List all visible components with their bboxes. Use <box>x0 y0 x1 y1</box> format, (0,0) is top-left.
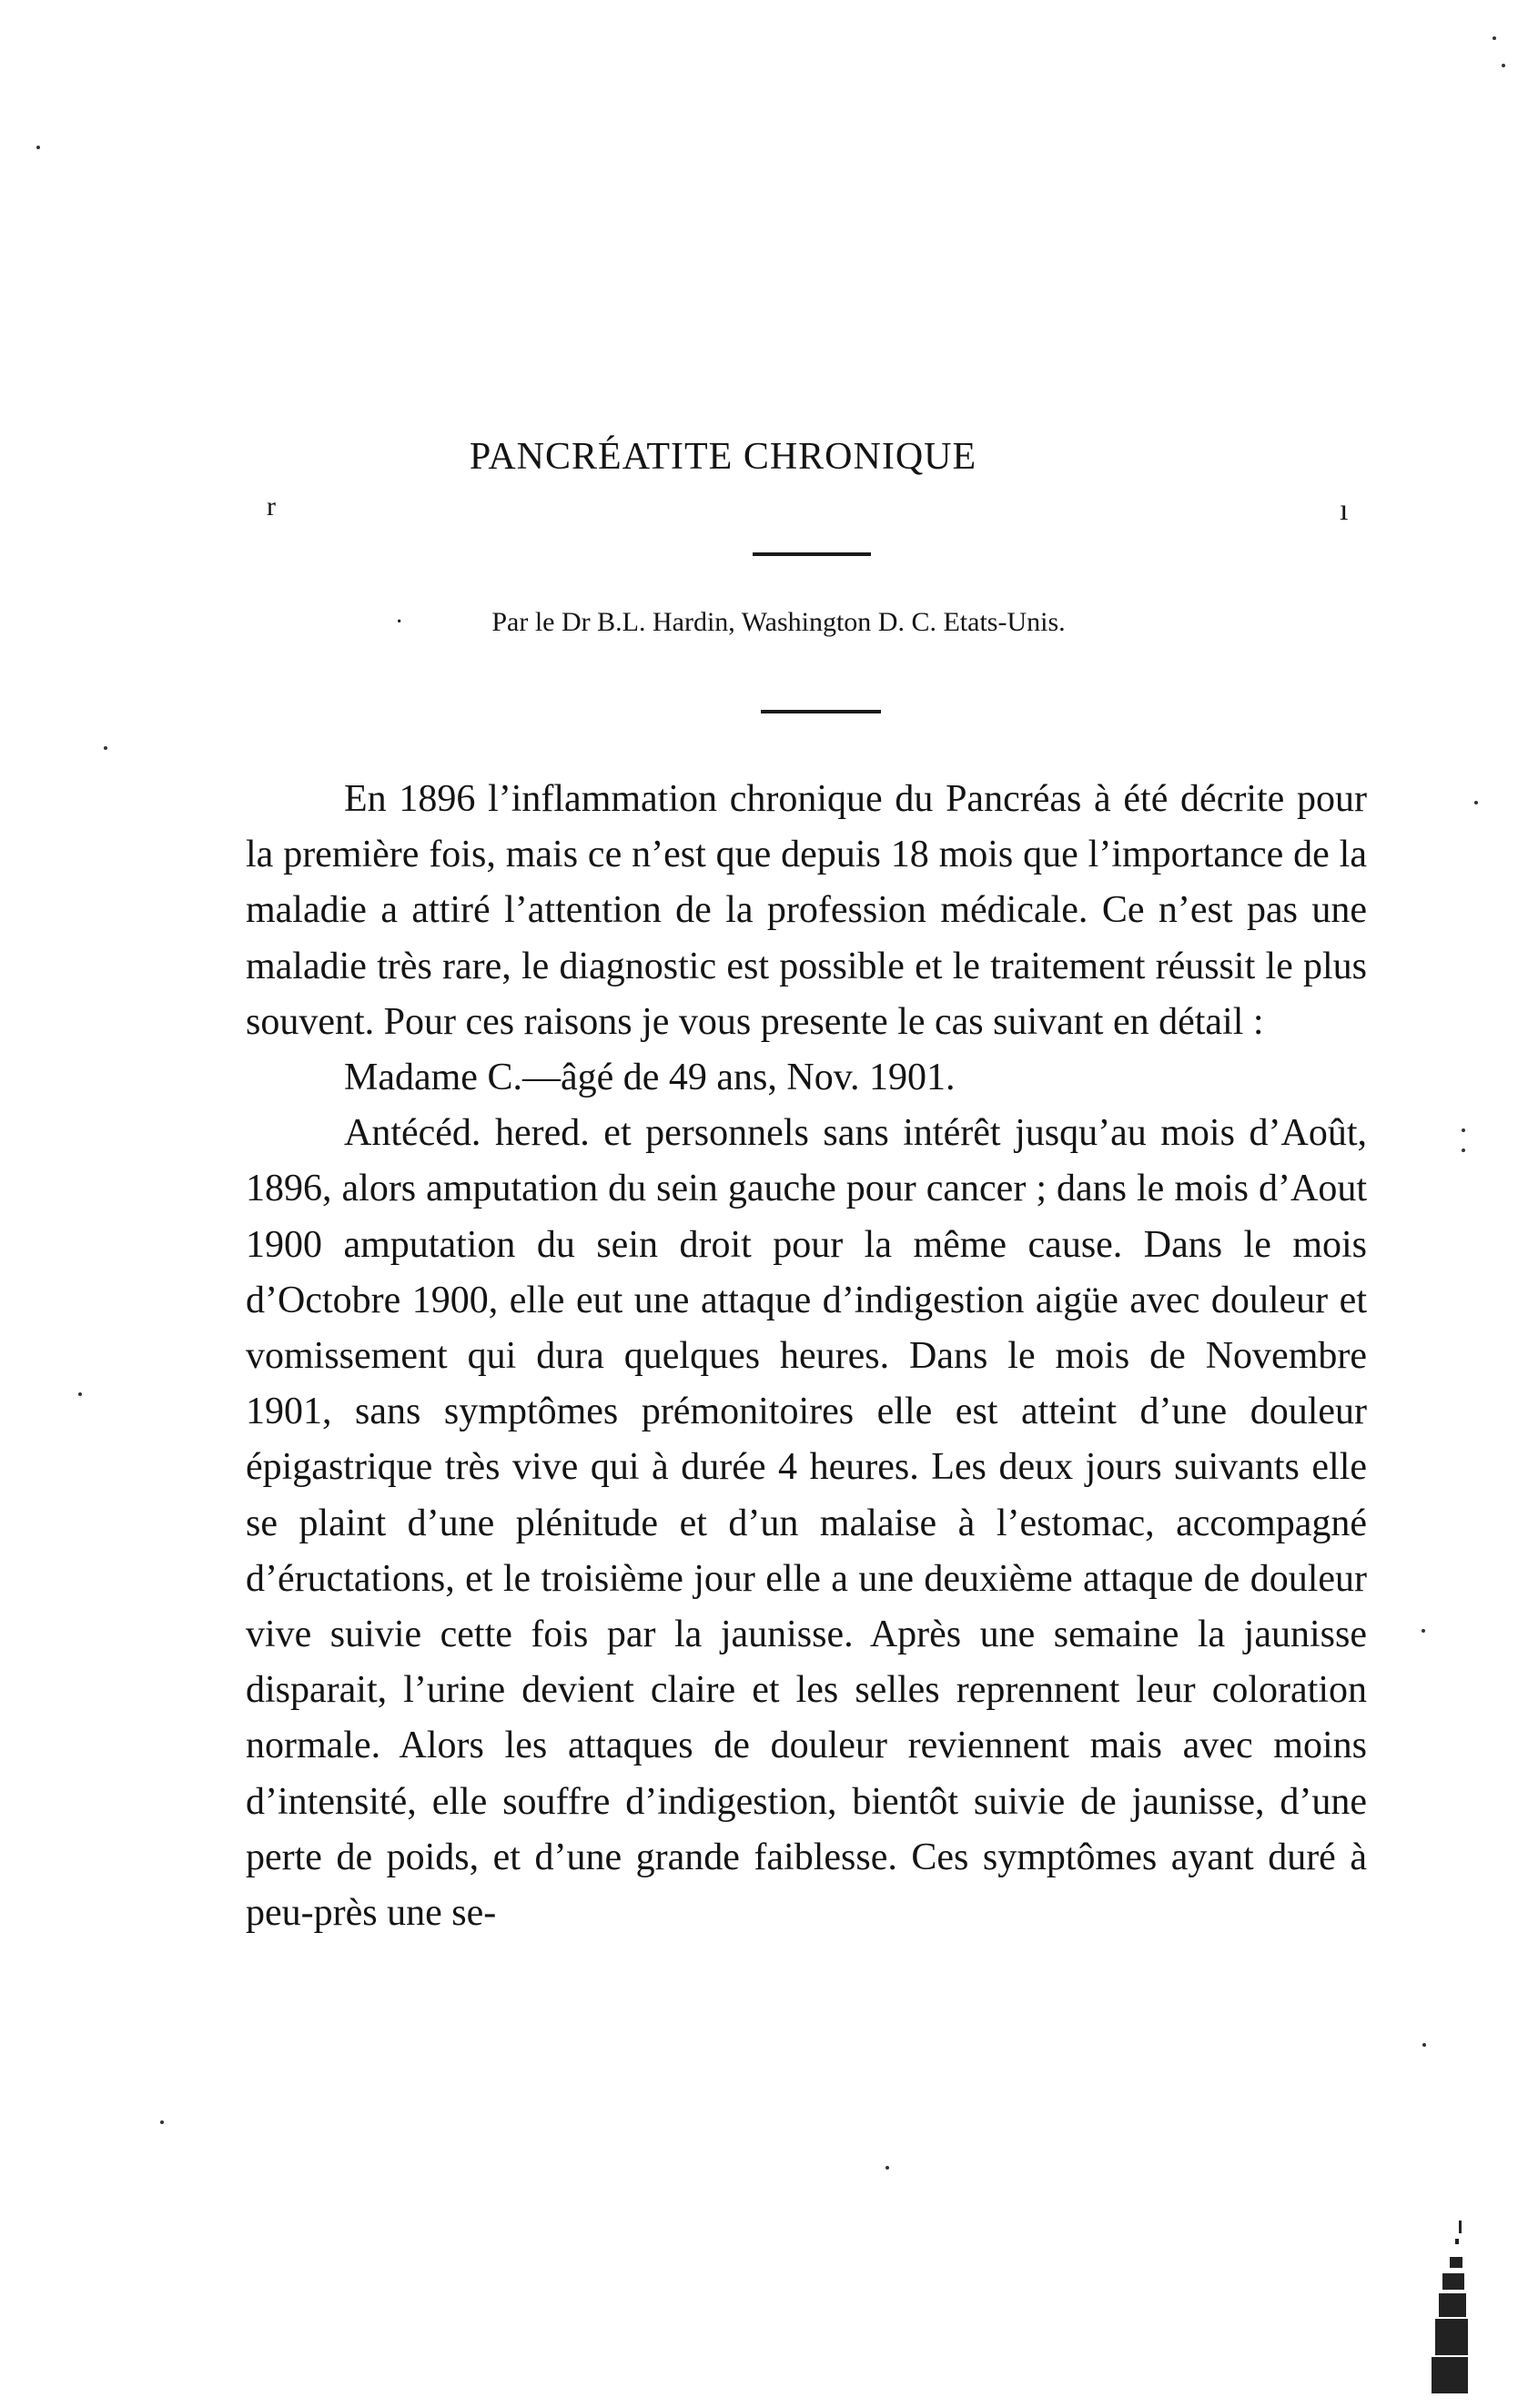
page-edge-smudge <box>1415 2221 1470 2393</box>
scan-speck <box>1493 36 1496 40</box>
margin-mark-right: ı <box>1340 493 1349 527</box>
article-byline: Par le Dr B.L. Hardin, Washington D. C. Etats-Unis. <box>491 607 1066 637</box>
scan-speck <box>1462 1128 1465 1132</box>
scan-speck <box>1502 64 1505 67</box>
scan-speck <box>160 2120 164 2124</box>
article-title: PANCRÉATITE CHRONIQUE <box>469 436 977 478</box>
article-body <box>246 772 1367 1941</box>
scan-speck <box>1422 1629 1425 1633</box>
byline-bullet: · <box>395 608 404 636</box>
scan-speck <box>104 746 107 750</box>
scan-speck <box>1462 1148 1465 1152</box>
scan-speck <box>1422 2043 1426 2047</box>
byline-rule <box>761 710 881 713</box>
margin-mark-left: r <box>267 491 276 521</box>
scan-speck <box>1474 801 1478 804</box>
paragraph-intro: En 1896 l’inflammation chronique du Pancréas à été décrite pour la première fois, mais ce n’est que depuis 18 mois que l’importance de la maladie a attiré l’attention de la profession médicale. Ce n’est pas une maladie très rare, le diagnostic est possible et le traitement réussit le plus souvent. Pour ces raisons je vous presente le cas suivant en détail : <box>246 778 1367 1043</box>
title-rule <box>753 552 871 556</box>
paragraph-history: Antécéd. hered. et personnels sans intérêt jusqu’au mois d’Août, 1896, alors amputation du sein gauche pour cancer ; dans le mois d’Aout 1900 amputation du sein droit pour la même cause. Dans le mois d’Octobre 1900, elle eut une attaque d’indigestion aigüe avec douleur et vomissement qui dura quelques heures. Dans le mois de Novembre 1901, sans symptômes prémonitoires elle est atteint d’une douleur épigastrique très vive qui à durée 4 heures. Les deux jours suivants elle se plaint d’une plénitude et d’un malaise à l’estomac, accompagné d’éructations, et le troisième jour elle a une deuxième attaque de douleur vive suivie cette fois par la jaunisse. Après une semaine la jaunisse disparait, l’urine devient claire et les selles reprennent leur coloration normale. Alors les attaques de douleur reviennent mais avec moins d’intensité, elle souffre d’indigestion, bientôt suivie de jaunisse, d’une perte de poids, et d’une grande faiblesse. Ces symptômes ayant duré à peu-près une se- <box>246 1112 1367 1935</box>
paragraph-patient: Madame C.—âgé de 49 ans, Nov. 1901. <box>344 1057 956 1099</box>
scan-speck <box>36 146 40 149</box>
scan-speck <box>78 1392 82 1396</box>
scan-speck <box>885 2166 889 2170</box>
